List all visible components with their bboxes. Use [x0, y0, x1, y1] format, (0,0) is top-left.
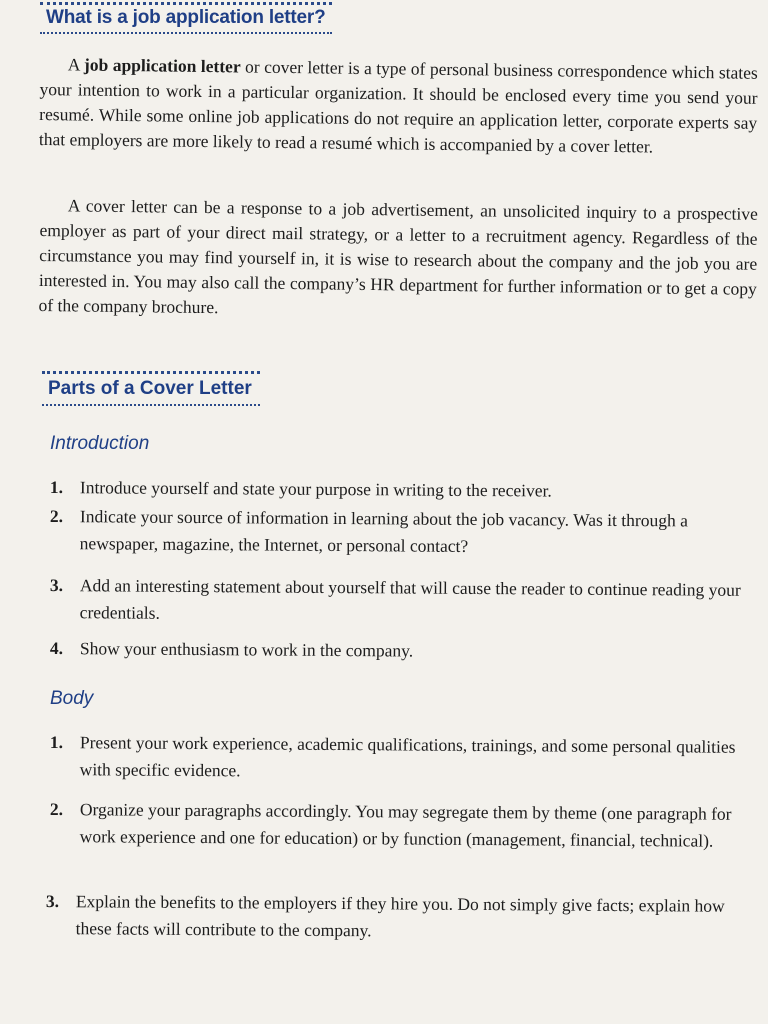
list-number: 2. — [49, 505, 64, 527]
list-item — [50, 729, 760, 788]
list-item-text: Introduce yourself and state your purpose in writing to the receiver. — [79, 477, 552, 501]
subheading-body: Body — [50, 688, 94, 709]
list-number: 4. — [49, 637, 64, 659]
section-heading-box — [40, 2, 332, 34]
list-number: 2. — [49, 798, 64, 820]
list-item — [50, 474, 760, 506]
list-item — [46, 888, 756, 947]
subheading-introduction: Introduction — [50, 433, 150, 454]
list-item-text: Show your enthusiasm to work in the company. — [79, 638, 414, 661]
section-heading: What is a job application letter? — [46, 7, 326, 28]
list-item — [50, 503, 760, 562]
paragraph-cover-letter-uses — [38, 193, 757, 327]
list-item-text: Organize your paragraphs accordingly. You may segregate them by theme (one paragraph for work experience and one for education) or by function (management, financial, technical). — [79, 799, 732, 851]
list-number: 3. — [49, 574, 64, 596]
list-item-text: Add an interesting statement about yourself that will cause the reader to continue reading your credentials. — [79, 575, 741, 623]
list-number: 3. — [45, 890, 60, 912]
term-job-application-letter: job application letter — [83, 54, 241, 77]
list-item-text: Explain the benefits to the employers if they hire you. Do not simply give facts; explain how these facts will contribute to the company. — [75, 891, 725, 941]
para1-lead: A — [67, 54, 85, 75]
list-item — [50, 572, 760, 631]
list-item — [50, 635, 760, 667]
para2-text: A cover letter can be a response to a job advertisement, an unsolicited inquiry to a prospective employer as part of your direct mail strategy, or a letter to a recruitment agency. Regardless of the circumstance you may find yourself in, it is wise to research about the company and the job you are interested in. You may also call the company’s HR department for further information or to get a copy of the company brochure. — [38, 195, 758, 318]
parts-heading-box — [42, 371, 260, 406]
parts-heading: Parts of a Cover Letter — [48, 378, 252, 399]
para1-rest: or cover letter is a type of personal business correspondence which states your intention to work in a particular organization. It should be enclosed every time you send your resumé. While some online job applications do not require an application letter, corporate experts say that employers are more likely to read a resumé which is accompanied by a cover letter. — [38, 56, 758, 157]
list-item — [50, 796, 760, 855]
paragraph-definition — [39, 52, 758, 161]
list-number: 1. — [49, 731, 64, 753]
list-number: 1. — [49, 476, 64, 498]
list-item-text: Indicate your source of information in learning about the job vacancy. Was it through a newspaper, magazine, the Internet, or personal contact? — [79, 506, 688, 556]
list-item-text: Present your work experience, academic qualifications, trainings, and some personal qualities with specific evidence. — [79, 732, 736, 781]
